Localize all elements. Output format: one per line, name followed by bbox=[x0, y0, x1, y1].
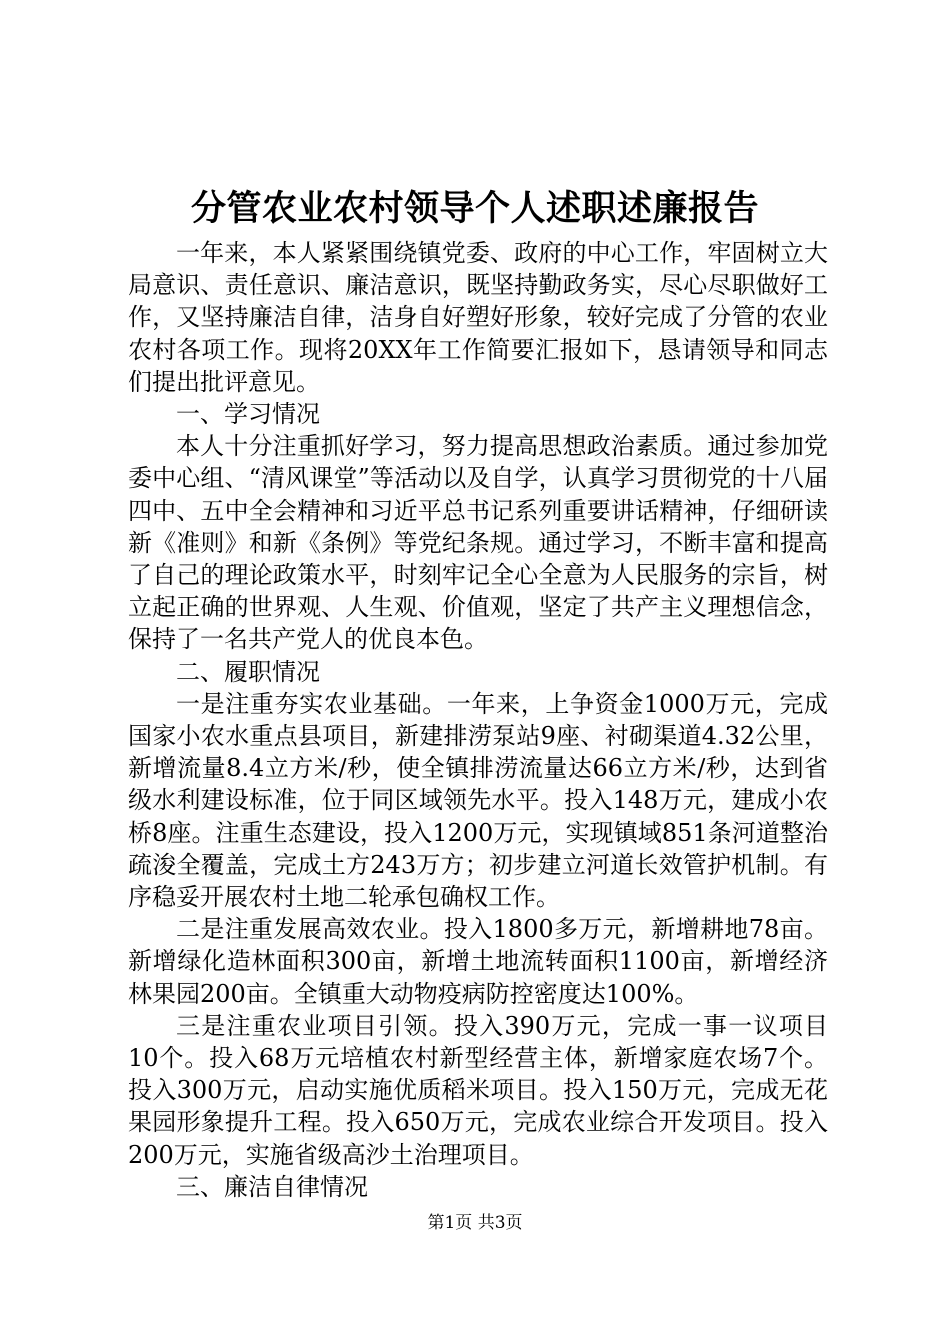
intro-paragraph: 一年来，本人紧紧围绕镇党委、政府的中心工作，牢固树立大局意识、责任意识、廉洁意识，既坚持勤政务实，尽心尽职做好工作，又坚持廉洁自律，洁身自好塑好形象，较好完成了分管的农业农村各项工作。现将20XX年工作简要汇报如下，恳请领导和同志们提出批评意见。 bbox=[128, 239, 828, 396]
section-heading-duties: 二、履职情况 bbox=[176, 657, 320, 686]
duties-paragraph-2: 二是注重发展高效农业。投入1800多万元，新增耕地78亩。新增绿化造林面积300亩，新增土地流转面积1100亩，新增经济林果园200亩。全镇重大动物疫病防控密度达100%。 bbox=[128, 915, 828, 1008]
section-heading-study: 一、学习情况 bbox=[176, 400, 320, 429]
document-title: 分管农业农村领导个人述职述廉报告 bbox=[190, 188, 759, 229]
duties-paragraph-3: 三是注重农业项目引领。投入390万元，完成一事一议项目10个。投入68万元培植农村新型经营主体，新增家庭农场7个。投入300万元，启动实施优质稻米项目。投入150万元，完成无花果园形象提升工程。投入650万元，完成农业综合开发项目。投入200万元，实施省级高沙土治理项目。 bbox=[128, 1011, 828, 1169]
section-heading-integrity: 三、廉洁自律情况 bbox=[176, 1172, 368, 1201]
duties-paragraph-1: 一是注重夯实农业基础。一年来，上争资金1000万元，完成国家小农水重点县项目，新建排涝泵站9座、衬砌渠道4.32公里，新增流量8.4立方米/秒，使全镇排涝流量达66立方米/秒，达到省级水利建设标准，位于同区域领先水平。投入148万元，建成小农桥8座。注重生态建设，投入1200万元，实现镇域851条河道整治疏浚全覆盖，完成土方243万方；初步建立河道长效管护机制。有序稳妥开展农村土地二轮承包确权工作。 bbox=[128, 689, 828, 912]
page-number-footer: 第1页 共3页 bbox=[427, 1213, 523, 1233]
study-paragraph: 本人十分注重抓好学习，努力提高思想政治素质。通过参加党委中心组、“清风课堂”等活动以及自学，认真学习贯彻党的十八届四中、五中全会精神和习近平总书记系列重要讲话精神，仔细研读新《准则》和新《条例》等党纪条规。通过学习，不断丰富和提高了自己的理论政策水平，时刻牢记全心全意为人民服务的宗旨，树立起正确的世界观、人生观、价值观，坚定了共产主义理想信念，保持了一名共产党人的优良本色。 bbox=[128, 432, 828, 654]
document-body bbox=[128, 237, 828, 1203]
